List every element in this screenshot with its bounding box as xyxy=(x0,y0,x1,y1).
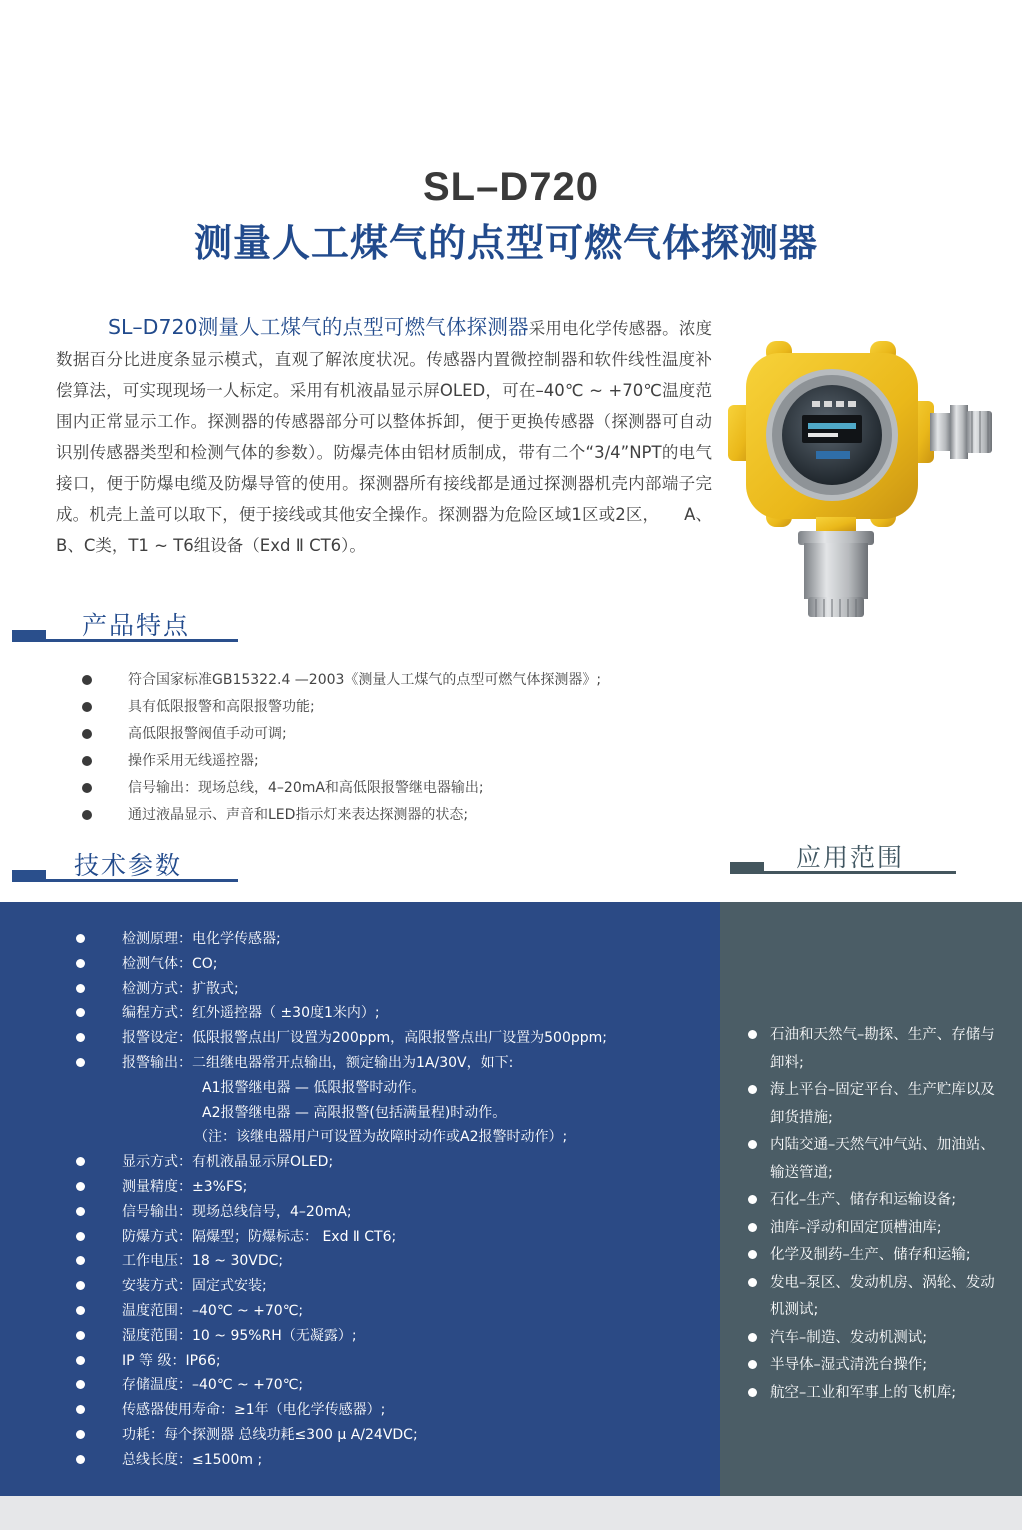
list-item: 高低限报警阀值手动可调; xyxy=(76,722,716,749)
applications-list xyxy=(746,1022,1008,1407)
list-item: 传感器使用寿命：≥1年（电化学传感器）; xyxy=(70,1399,710,1424)
applications-heading xyxy=(730,838,958,874)
list-item: 工作电压：18 ~ 30VDC; xyxy=(70,1250,710,1275)
list-item: 海上平台–固定平台、生产贮库以及卸货措施; xyxy=(746,1077,1008,1132)
model-title: SL–D720 xyxy=(423,165,599,209)
intro-paragraph xyxy=(56,312,712,561)
list-item: 化学及制药–生产、储存和运输; xyxy=(746,1242,1008,1270)
list-item: 温度范围：–40℃ ~ +70℃; xyxy=(70,1300,710,1325)
list-item: 通过液晶显示、声音和LED指示灯来表达探测器的状态; xyxy=(76,803,716,830)
applications-heading-text: 应用范围 xyxy=(796,843,905,872)
list-item: 报警输出：二组继电器常开点输出，额定输出为1A/30V，如下: xyxy=(70,1052,710,1077)
list-item: 操作采用无线遥控器; xyxy=(76,749,716,776)
list-item: 油库–浮动和固定顶槽油库; xyxy=(746,1215,1008,1243)
spec-list xyxy=(70,928,710,1474)
detector-product-image xyxy=(724,335,1000,625)
list-item: 内陆交通–天然气冲气站、加油站、输送管道; xyxy=(746,1132,1008,1187)
list-item: IP 等 级：IP66; xyxy=(70,1350,710,1375)
features-list xyxy=(76,668,716,830)
list-item: 湿度范围：10 ~ 95%RH（无凝露）; xyxy=(70,1325,710,1350)
list-item: 信号输出：现场总线，4–20mA和高低限报警继电器输出; xyxy=(76,776,716,803)
list-item: 防爆方式：隔爆型；防爆标志： Exd Ⅱ CT6; xyxy=(70,1226,710,1251)
list-item: 存储温度：–40℃ ~ +70℃; xyxy=(70,1374,710,1399)
product-title: 测量人工煤气的点型可燃气体探测器 xyxy=(193,221,818,265)
list-item: 编程方式：红外遥控器（ ±30度1米内）; xyxy=(70,1002,710,1027)
relay-line: A2报警继电器 — 高限报警(包括满量程)时动作。 xyxy=(202,1104,507,1121)
list-item: 检测方式：扩散式; xyxy=(70,978,710,1003)
list-item: 石化–生产、储存和运输设备; xyxy=(746,1187,1008,1215)
list-item: 航空–工业和军事上的飞机库; xyxy=(746,1380,1008,1408)
intro-body: 采用电化学传感器。浓度数据百分比进度条显示模式，直观了解浓度状况。传感器内置微控制器和软件线性温度补偿算法，可实现现场一人标定。采用有机液晶显示屏OLED，可在–40℃ ~ +70℃温度范围内正常显示工作。探测器的传感器部分可以整体拆卸，便于更换传感器（探测器可自动识别传感器类型和检测气体的参数）。防爆壳体由铝材质制成，带有二个“3/4”NPT的电气接口，便于防爆电缆及防爆导管的使用。探测器所有接线都是通过探测器机壳内部端子完成。机壳上盖可以取下，便于接线或其他安全操作。探测器为危险区域1区或2区， A、B、C类，T1 ~ T6组设备（Exd Ⅱ CT6）。 xyxy=(56,319,712,555)
list-item: 总线长度：≤1500m ; xyxy=(70,1449,710,1474)
list-item: 检测气体：CO; xyxy=(70,953,710,978)
list-item: 发电–泵区、发动机房、涡轮、发动机测试; xyxy=(746,1270,1008,1325)
tech-heading-text: 技术参数 xyxy=(74,851,183,880)
relay-note: （注：该继电器用户可设置为故障时动作或A2报警时动作）; xyxy=(194,1129,568,1146)
list-item: 安装方式：固定式安装; xyxy=(70,1275,710,1300)
list-item: 符合国家标准GB15322.4 —2003《测量人工煤气的点型可燃气体探测器》; xyxy=(76,668,716,695)
bottom-band xyxy=(0,1496,1022,1530)
list-item: 显示方式：有机液晶显示屏OLED; xyxy=(70,1151,710,1176)
features-heading xyxy=(12,606,240,642)
relay-line: A1报警继电器 — 低限报警时动作。 xyxy=(202,1079,426,1096)
list-item: 信号输出：现场总线信号，4–20mA; xyxy=(70,1201,710,1226)
list-item: 报警设定：低限报警点出厂设置为200ppm，高限报警点出厂设置为500ppm; xyxy=(70,1027,710,1052)
features-heading-text: 产品特点 xyxy=(82,611,191,640)
list-item: 检测原理：电化学传感器; xyxy=(70,928,710,953)
intro-lead: SL–D720测量人工煤气的点型可燃气体探测器 xyxy=(108,315,529,339)
tech-heading xyxy=(12,846,240,882)
list-item: 具有低限报警和高限报警功能; xyxy=(76,695,716,722)
list-item: 测量精度：±3%FS; xyxy=(70,1176,710,1201)
list-item: 半导体–湿式清洗台操作; xyxy=(746,1352,1008,1380)
list-item: 石油和天然气–勘探、生产、存储与卸料; xyxy=(746,1022,1008,1077)
list-item: 功耗：每个探测器 总线功耗≤300 μ A/24VDC; xyxy=(70,1424,710,1449)
list-item: 汽车–制造、发动机测试; xyxy=(746,1325,1008,1353)
